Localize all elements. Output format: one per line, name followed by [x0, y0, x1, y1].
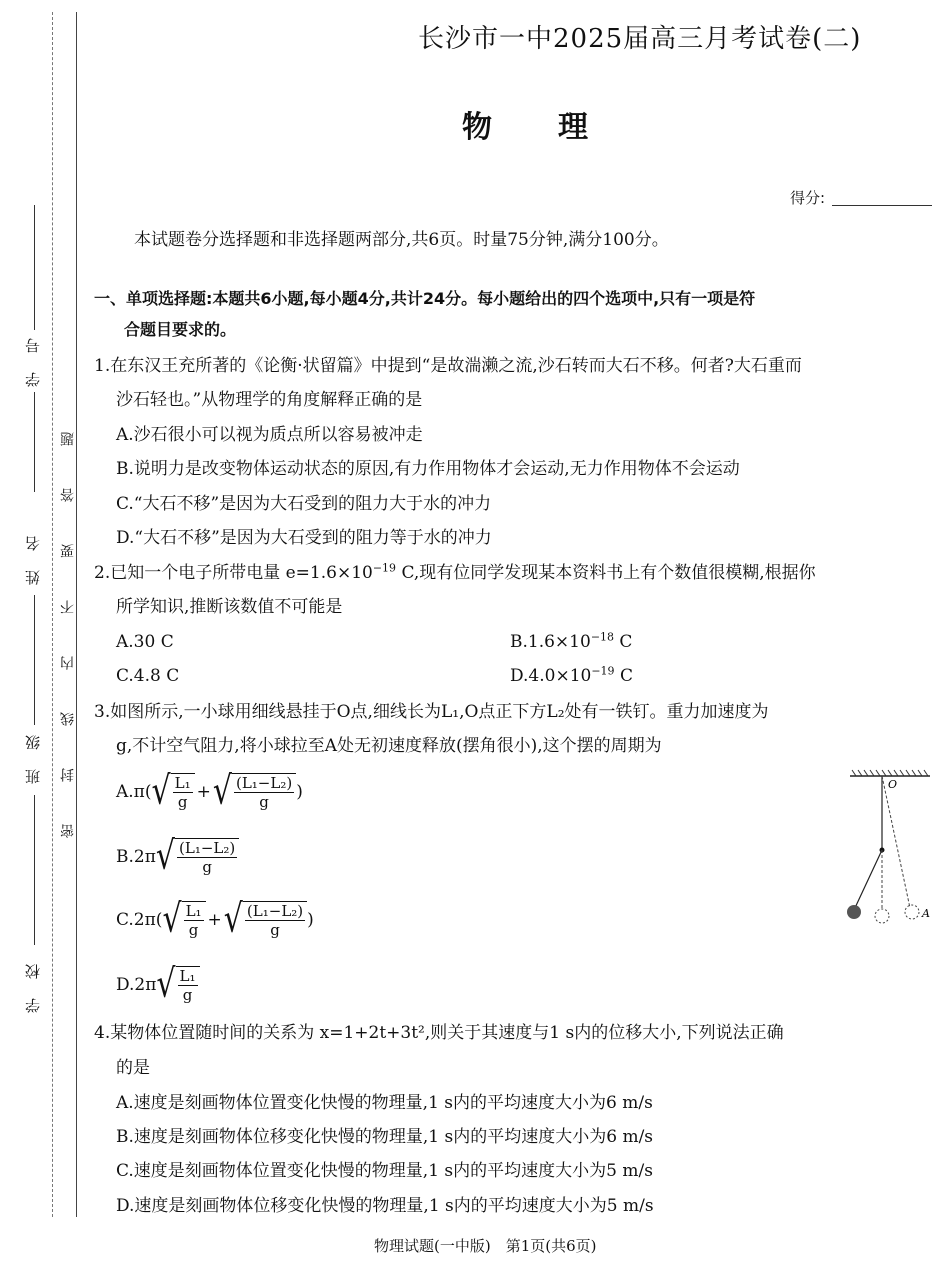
name-label: 姓 名: [24, 534, 42, 585]
class-label: 班 级: [24, 733, 42, 784]
ball-center-dashed: [875, 909, 889, 923]
student-id-field-line: [34, 205, 35, 330]
q2-option-b[interactable]: [510, 632, 632, 652]
q3-c-den1: g: [188, 921, 199, 939]
string-to-left-ball: [854, 850, 882, 910]
school-label: 学 校: [24, 962, 42, 1013]
q3-a-rparen: ): [296, 782, 303, 802]
q3-option-c[interactable]: [116, 896, 314, 943]
q4-option-b[interactable]: B.速度是刻画物体位移变化快慢的物理量,1 s内的平均速度大小为6 m/s: [116, 1127, 654, 1147]
q4-option-d[interactable]: D.速度是刻画物体位移变化快慢的物理量,1 s内的平均速度大小为5 m/s: [116, 1196, 654, 1216]
q1-option-a[interactable]: A.沙石很小可以视为质点所以容易被冲走: [116, 425, 423, 445]
page-footer: 物理试题(一中版) 第1页(共6页): [374, 1237, 597, 1255]
q4-stem-cont: 的是: [116, 1058, 150, 1078]
intro-text: 本试题卷分选择题和非选择题两部分,共6页。时量75分钟,满分100分。: [134, 230, 669, 250]
string-to-right-dashed: [882, 776, 910, 908]
score-label: 得分:: [790, 189, 826, 207]
seal-line-note: 密 封 线 内 不 要 答 题: [60, 418, 76, 838]
q2-stem: [94, 563, 816, 583]
student-id-label: 学 号: [24, 336, 42, 387]
q2-stem-part2: C,现有位同学发现某本资料书上有个数值很模糊,根据你: [396, 563, 816, 583]
q3-a-sqrt1: √ $\frac{\text{L₁}}{g}$: [152, 773, 195, 811]
fig-label-a: A: [922, 907, 930, 920]
q2-option-b-base: B.1.6×10: [510, 632, 591, 652]
q3-b-sqrt: √ $\frac{\text{(L₁−L₂)}}{g}$: [156, 838, 239, 876]
q2-option-d-base: D.4.0×10: [510, 666, 592, 686]
q3-d-num: L₁: [179, 967, 196, 985]
q1-stem-cont: 沙石轻也。”从物理学的角度解释正确的是: [116, 390, 423, 410]
q3-d-den: g: [182, 986, 193, 1004]
q3-c-plus: +: [207, 910, 222, 930]
student-id-field-line-2: [34, 392, 35, 492]
q2-option-d-exponent: −19: [591, 664, 615, 678]
q3-c-rparen: ): [307, 910, 314, 930]
q2-option-a[interactable]: A.30 C: [116, 632, 174, 652]
q4-option-a[interactable]: A.速度是刻画物体位置变化快慢的物理量,1 s内的平均速度大小为6 m/s: [116, 1093, 653, 1113]
fig-label-o: O: [888, 778, 898, 791]
q2-option-b-exponent: −18: [590, 630, 615, 644]
q3-option-b[interactable]: [116, 833, 239, 880]
q3-b-label: B.2π: [116, 847, 156, 867]
q3-a-sqrt2: √ $\frac{\text{(L₁−L₂)}}{g}$: [213, 773, 296, 811]
q2-stem-cont: 所学知识,推断该数值不可能是: [116, 597, 343, 617]
q3-b-num: (L₁−L₂): [179, 839, 236, 857]
q1-option-d[interactable]: D.“大石不移”是因为大石受到的阻力等于水的冲力: [116, 528, 492, 548]
ceiling-hatching: [852, 770, 928, 776]
score-blank[interactable]: [832, 205, 932, 206]
section1-heading: 一、单项选择题:本题共6小题,每小题4分,共计24分。每小题给出的四个选项中,只有一项是符: [94, 289, 756, 308]
q4-option-c[interactable]: C.速度是刻画物体位置变化快慢的物理量,1 s内的平均速度大小为5 m/s: [116, 1161, 653, 1181]
q4-stem: 4.某物体位置随时间的关系为 x=1+2t+3t²,则关于其速度与1 s内的位移大小,下列说法正确: [94, 1023, 784, 1043]
q3-c-sqrt2: √ $\frac{\text{(L₁−L₂)}}{g}$: [224, 901, 307, 939]
q3-option-d[interactable]: [116, 961, 200, 1008]
q1-option-c[interactable]: C.“大石不移”是因为大石受到的阻力大于水的冲力: [116, 494, 492, 514]
q3-stem-cont: g,不计空气阻力,将小球拉至A处无初速度释放(摆角很小),这个摆的周期为: [116, 736, 662, 756]
q2-stem-exponent: −19: [372, 561, 397, 575]
q3-stem: 3.如图所示,一小球用细线悬挂于O点,细线长为L₁,O点正下方L₂处有一铁钉。重力加速度为: [94, 702, 769, 722]
ball-left: [847, 905, 861, 919]
q3-a-label: A.π(: [116, 782, 152, 802]
q3-a-plus: +: [196, 782, 211, 802]
q3-c-sqrt1: √ $\frac{\text{L₁}}{g}$: [162, 901, 205, 939]
class-field-line: [34, 795, 35, 945]
q1-stem: 1.在东汉王充所著的《论衡·状留篇》中提到“是故湍濑之流,沙石转而大石不移。何者?大石重而: [94, 356, 802, 376]
exam-title: 长沙市一中2025届高三月考试卷(二): [418, 24, 862, 54]
q2-option-b-unit: C: [614, 632, 633, 652]
q3-d-sqrt: √ $\frac{\text{L₁}}{g}$: [156, 966, 199, 1004]
q3-a-den1: g: [177, 793, 188, 811]
binding-dashed-line: [52, 12, 53, 1217]
q2-stem-part1: 2.已知一个电子所带电量 e=1.6×10: [94, 563, 373, 583]
q3-b-den: g: [202, 858, 212, 876]
ball-right-dashed: [905, 905, 919, 919]
q2-option-d-unit: C: [614, 666, 633, 686]
q1-option-b[interactable]: B.说明力是改变物体运动状态的原因,有力作用物体才会运动,无力作用物体不会运动: [116, 459, 740, 479]
name-field-line: [34, 595, 35, 725]
subject-title: 物 理: [462, 110, 606, 145]
q2-option-d[interactable]: [510, 666, 633, 686]
q3-c-num1: L₁: [185, 902, 202, 920]
q3-a-num2: (L₁−L₂): [235, 774, 293, 792]
q3-a-num1: L₁: [174, 774, 191, 792]
q2-option-c[interactable]: C.4.8 C: [116, 666, 180, 686]
q3-c-den2: g: [270, 921, 280, 939]
q3-a-den2: g: [259, 793, 269, 811]
q3-option-a[interactable]: [116, 768, 303, 815]
pendulum-figure: [838, 766, 940, 926]
section1-heading-cont: 合题目要求的。: [124, 320, 237, 339]
q3-d-label: D.2π: [116, 975, 157, 995]
q3-c-label: C.2π(: [116, 910, 163, 930]
q3-c-num2: (L₁−L₂): [246, 902, 304, 920]
